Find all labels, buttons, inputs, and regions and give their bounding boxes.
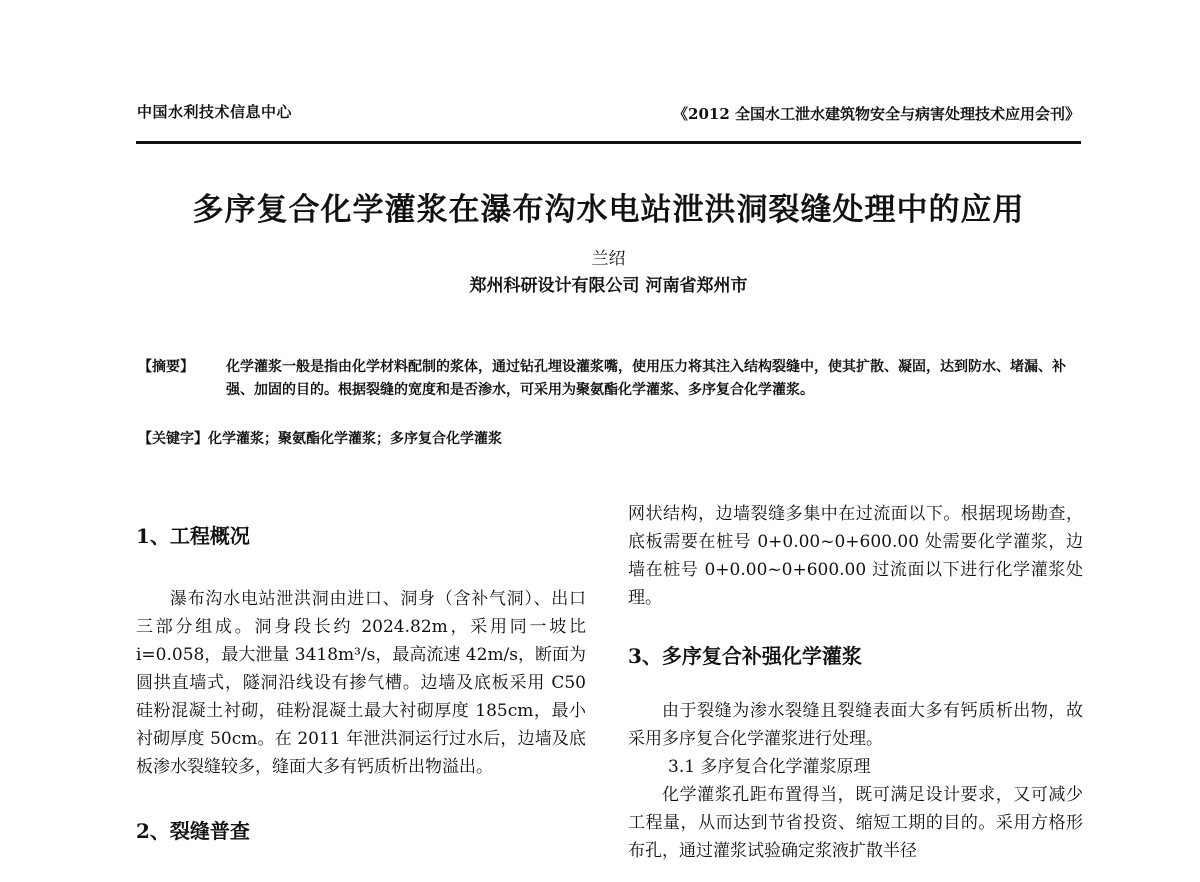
section-3-paragraph: 由于裂缝为渗水裂缝且裂缝表面大多有钙质析出物，故采用多序复合化学灌浆进行处理。 bbox=[628, 701, 1083, 749]
section-1-paragraph: 瀑布沟水电站泄洪洞由进口、洞身（含补气洞）、出口三部分组成。洞身段长约 2024.82m，采用同一坡比 i=0.058，最大泄量 3418m³/s，最高流速 42m/s，断面为圆拱直墙式，隧洞沿线设有掺气槽。边墙及底板采用 C50 硅粉混凝土衬砌，硅粉混凝土最大衬砌厚度 185cm，最小衬砌厚度 50cm。在 2011 年泄洪洞运行过水后，边墙及底板渗水裂缝较多，缝面大多有钙质析出物溢出。 bbox=[136, 589, 587, 777]
keywords-text: 化学灌浆；聚氨酯化学灌浆；多序复合化学灌浆 bbox=[208, 431, 502, 447]
abstract-block bbox=[138, 356, 1083, 402]
left-column bbox=[136, 520, 586, 844]
paper-affiliation: 郑州科研设计有限公司 河南省郑州市 bbox=[469, 276, 748, 296]
keywords-block bbox=[138, 428, 1083, 448]
paper-title: 多序复合化学灌浆在瀑布沟水电站泄洪洞裂缝处理中的应用 bbox=[192, 192, 1025, 228]
right-column bbox=[628, 500, 1083, 865]
section-3-1-paragraph: 化学灌浆孔距布置得当，既可满足设计要求，又可减少工程量，从而达到节省投资、缩短工期的目的。采用方格形布孔，通过灌浆试验确定浆液扩散半径 bbox=[628, 785, 1083, 861]
paper-author: 兰绍 bbox=[591, 249, 626, 269]
section-3-1-heading: 3.1 多序复合化学灌浆原理 bbox=[668, 757, 871, 777]
header-rule bbox=[136, 141, 1081, 144]
section-2-continued-paragraph: 网状结构，边墙裂缝多集中在过流面以下。根据现场勘查，底板需要在桩号 0+0.00~0+600.00 处需要化学灌浆，边墙在桩号 0+0.00~0+600.00 过流面以下进行化学灌浆处理。 bbox=[628, 504, 1083, 608]
abstract-label: 【摘要】 bbox=[138, 359, 194, 375]
keywords-label: 【关键字】 bbox=[138, 431, 208, 447]
section-1-heading: 1、工程概况 bbox=[136, 524, 250, 548]
abstract-text: 化学灌浆一般是指由化学材料配制的浆体，通过钻孔埋设灌浆嘴，使用压力将其注入结构裂缝中，使其扩散、凝固，达到防水、堵漏、补强、加固的目的。根据裂缝的宽度和是否渗水，可采用为聚氨酯化学灌浆、多序复合化学灌浆。 bbox=[226, 359, 1066, 398]
running-head-right: 《2012 全国水工泄水建筑物安全与病害处理技术应用会刊》 bbox=[673, 105, 1080, 123]
running-head-left: 中国水利技术信息中心 bbox=[137, 103, 293, 121]
section-3-heading: 3、多序复合补强化学灌浆 bbox=[628, 644, 862, 668]
section-2-heading: 2、裂缝普查 bbox=[136, 819, 250, 843]
